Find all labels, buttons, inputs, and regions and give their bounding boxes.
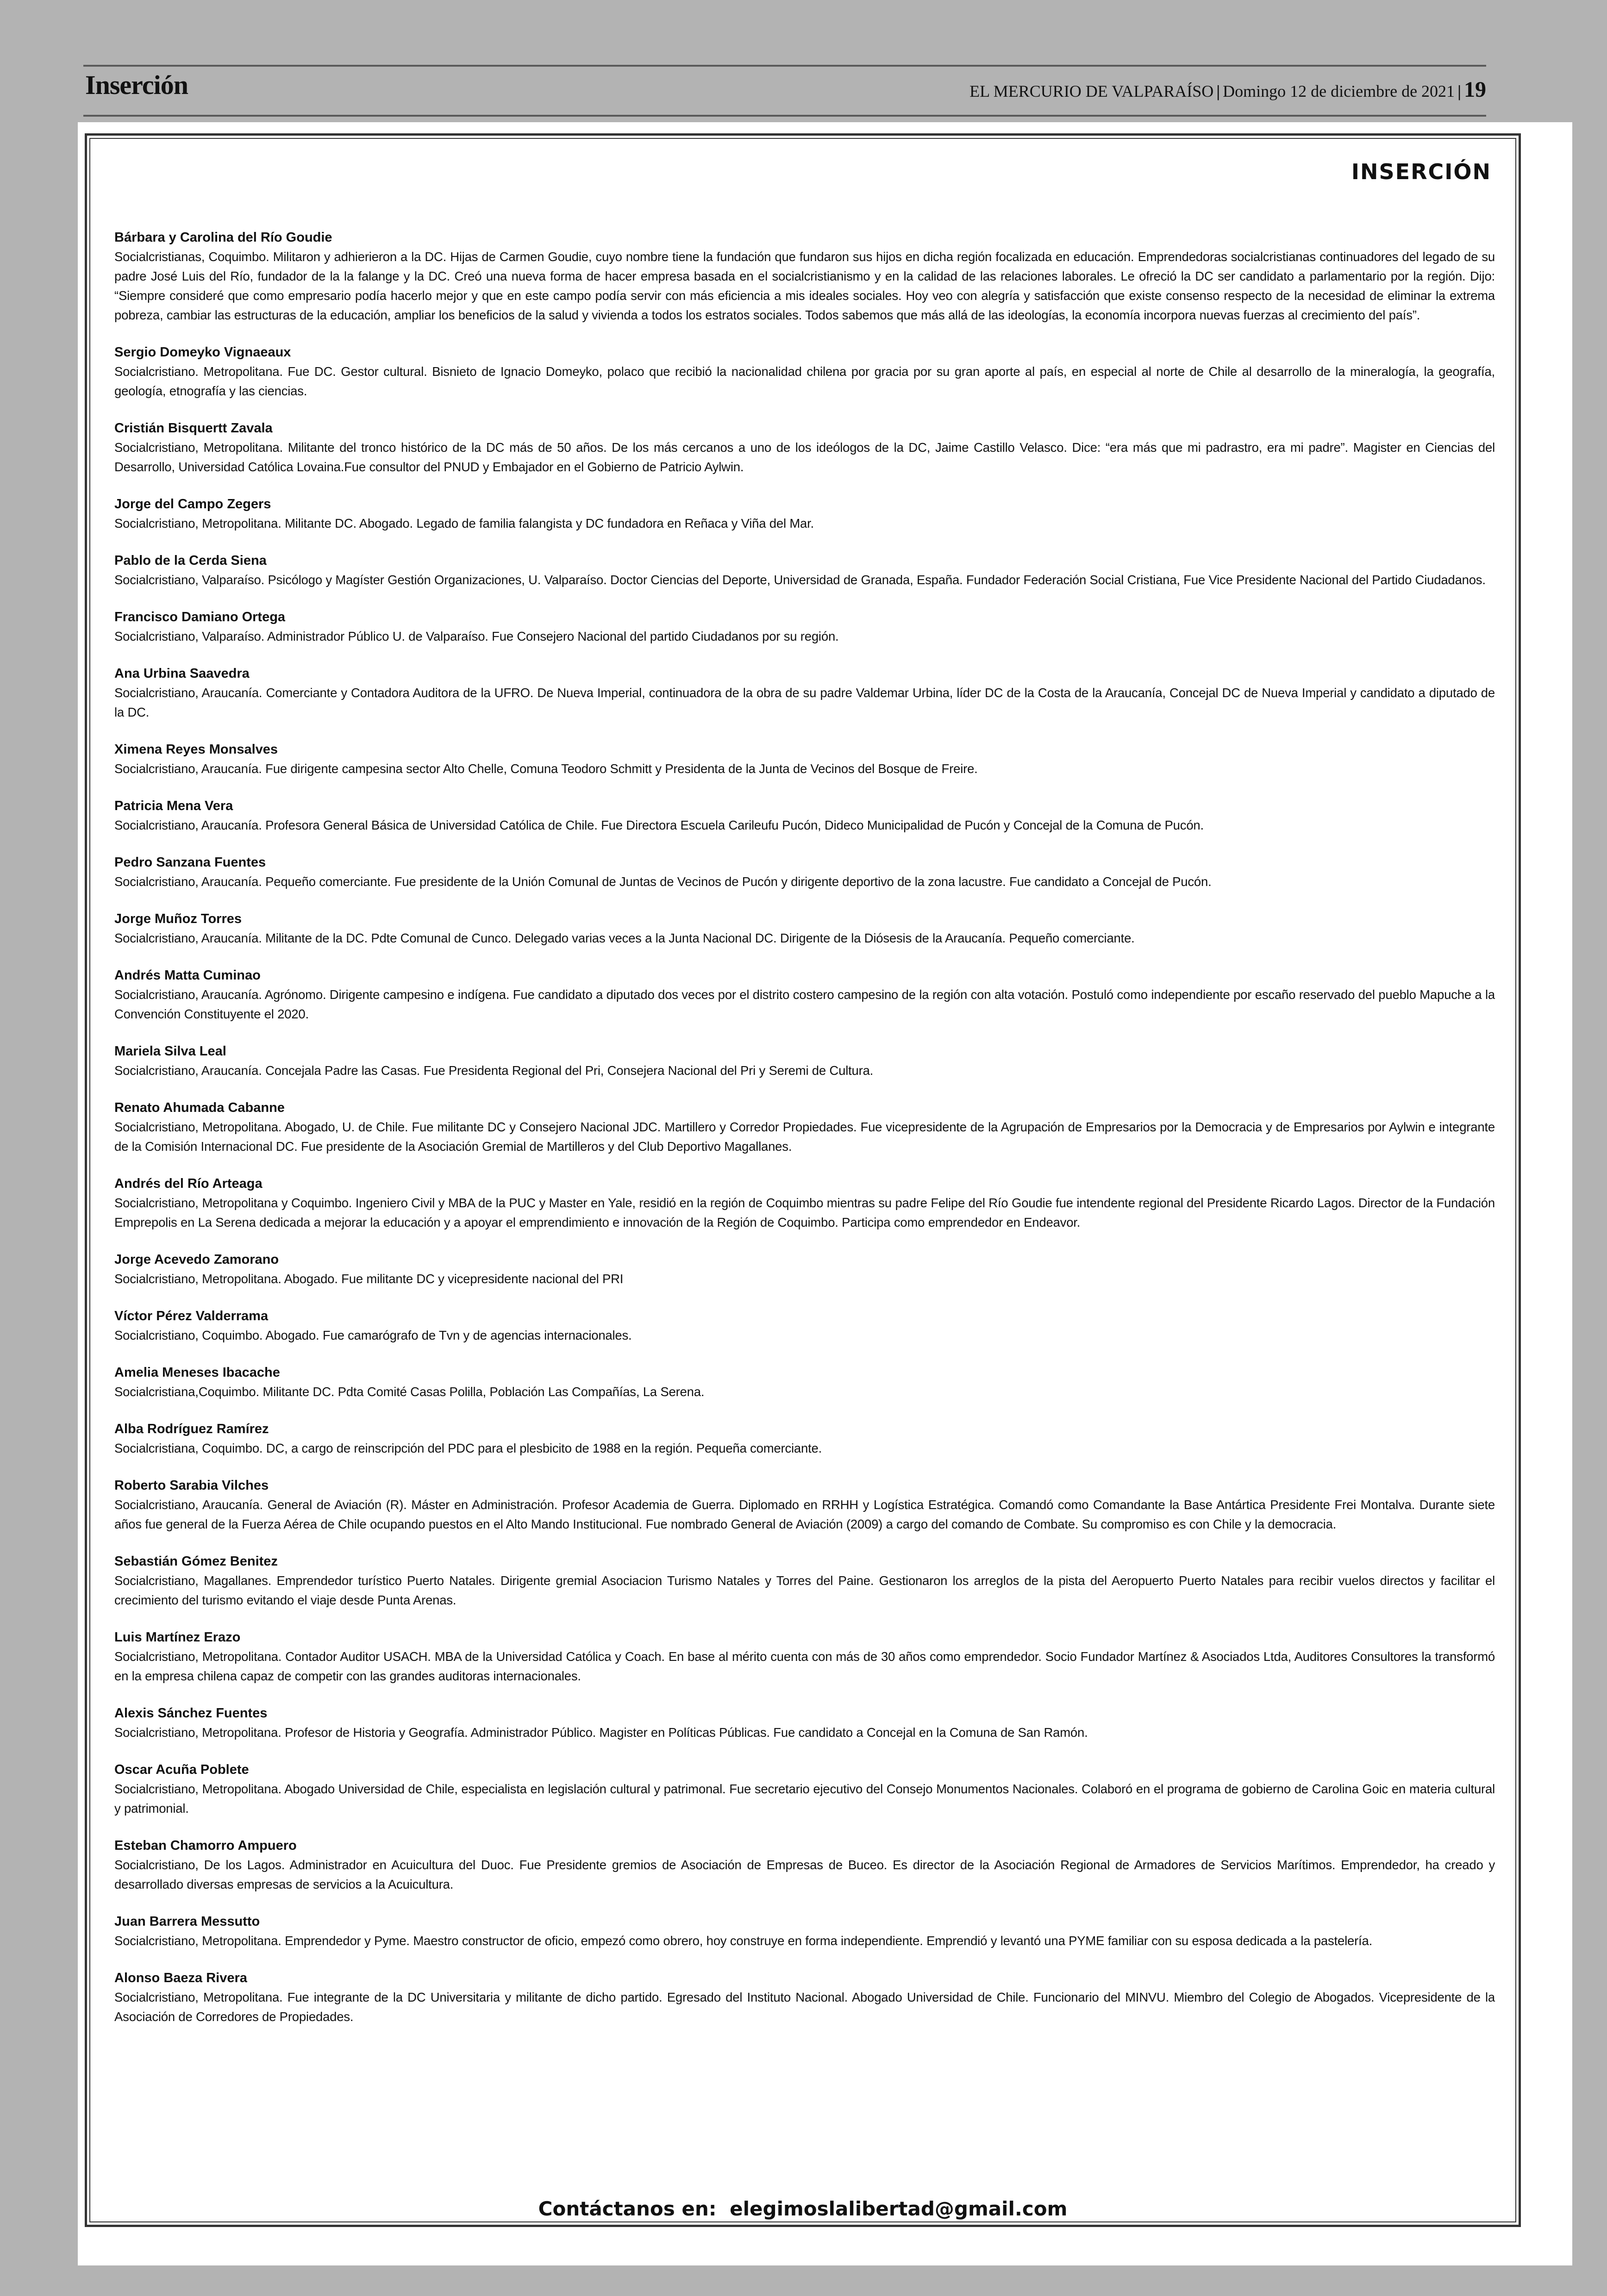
entry-description: Socialcristiano, Magallanes. Emprendedor turístico Puerto Natales. Dirigente gremial Asociacion Turismo Natales y Torres del Paine. Gestionaron los arreglos de la pista del Aeropuerto Puerto Natales para recibir vuelos directos y facilitar el crecimiento del turismo evitando el viaje desde Punta Arenas.	[114, 1573, 1495, 1607]
contact-label: Contáctanos en:	[538, 2197, 717, 2220]
newspaper-name: EL MERCURIO DE VALPARAÍSO	[969, 82, 1214, 100]
entry-name: Francisco Damiano Ortega	[114, 610, 286, 624]
entry-description: Socialcristiano, Araucanía. Pequeño comerciante. Fue presidente de la Unión Comunal de Juntas de Vecinos de Pucón y dirigente deportivo de la zona lacustre. Fue candidato a Concejal de Pucón.	[114, 874, 1212, 889]
entry-description: Socialcristiano, Araucanía. Concejala Padre las Casas. Fue Presidenta Regional del Pri, Consejera Nacional del Pri y Seremi de Cultura.	[114, 1063, 874, 1078]
list-item	[114, 1760, 1495, 1818]
entry-description: Socialcristiano, Metropolitana. Emprendedor y Pyme. Maestro constructor de oficio, empezó como obrero, hoy construye en forma independiente. Emprendió y levantó una PYME familiar con su esposa dedicada a la pastelería.	[114, 1934, 1373, 1948]
insert-frame	[85, 133, 1521, 2227]
entry-name: Juan Barrera Messutto	[114, 1914, 260, 1929]
entry-description: Socialcristiano, Metropolitana. Militante DC. Abogado. Legado de familia falangista y DC fundadora en Reñaca y Viña del Mar.	[114, 516, 814, 530]
entry-description: Socialcristiano, Metropolitana. Abogado, U. de Chile. Fue militante DC y Consejero Nacional JDC. Martillero y Corredor Propiedades. Fue vicepresidente de la Agrupación de Empresarios por la Democracia y de Empresarios por Aylwin e integrante de la Comisión Internacional DC. Fue presidente de la Asociación Gremial de Martilleros y del Club Deportivo Magallanes.	[114, 1120, 1495, 1154]
entry-name: Roberto Sarabia Vilches	[114, 1478, 269, 1493]
contact-email[interactable]: elegimoslalibertad@gmail.com	[730, 2197, 1068, 2220]
entry-description: Socialcristiano, Metropolitana. Militante del tronco histórico de la DC más de 50 años. De los más cercanos a uno de los ideólogos de la DC, Jaime Castillo Velasco. Dice: “era más que mi padrastro, era mi padre”. Magister en Ciencias del Desarrollo, Universidad Católica Lovaina.Fue consultor del PNUD y Embajador en el Gobierno de Patricio Aylwin.	[114, 440, 1495, 474]
page-number: 19	[1464, 77, 1486, 102]
list-item	[114, 1703, 1495, 1742]
list-item	[114, 343, 1495, 401]
separator: |	[1216, 82, 1220, 100]
edition-date: Domingo 12 de diciembre de 2021	[1223, 82, 1455, 100]
entry-description: Socialcristiano, Araucanía. Profesora General Básica de Universidad Católica de Chile. Fue Directora Escuela Carileufu Pucón, Dideco Municipalidad de Pucón y Concejal de la Comuna de Pucón.	[114, 818, 1204, 832]
entry-name: Amelia Meneses Ibacache	[114, 1365, 280, 1380]
entry-description: Socialcristiana,Coquimbo. Militante DC. Pdta Comité Casas Polilla, Población Las Compañías, La Serena.	[114, 1385, 705, 1399]
entry-description: Socialcristiano, Araucanía. Fue dirigente campesina sector Alto Chelle, Comuna Teodoro Schmitt y Presidenta de la Junta de Vecinos del Bosque de Freire.	[114, 761, 978, 776]
entry-description: Socialcristiano, De los Lagos. Administrador en Acuicultura del Duoc. Fue Presidente gremios de Asociación de Empresas de Buceo. Es director de la Asociación Regional de Armadores de Servicios Marítimos. Emprendedor, ha creado y desarrollado diversas empresas de servicios a la Acuicultura.	[114, 1858, 1495, 1891]
list-item	[114, 551, 1495, 590]
list-item	[114, 966, 1495, 1024]
list-item	[114, 1174, 1495, 1232]
list-item	[114, 1363, 1495, 1402]
list-item	[114, 1968, 1495, 2027]
entry-name: Jorge del Campo Zegers	[114, 497, 271, 512]
entry-name: Alba Rodríguez Ramírez	[114, 1422, 269, 1436]
entry-name: Andrés Matta Cuminao	[114, 968, 261, 983]
entry-description: Socialcristiano, Metropolitana. Abogado. Fue militante DC y vicepresidente nacional del PRI	[114, 1272, 624, 1286]
list-item	[114, 228, 1495, 325]
list-item	[114, 1098, 1495, 1156]
entry-name: Mariela Silva Leal	[114, 1044, 226, 1059]
entry-name: Renato Ahumada Cabanne	[114, 1100, 285, 1115]
entry-name: Bárbara y Carolina del Río Goudie	[114, 230, 332, 245]
list-item	[114, 1552, 1495, 1610]
list-item	[114, 1912, 1495, 1951]
entry-name: Patricia Mena Vera	[114, 799, 233, 813]
entry-description: Socialcristiana, Coquimbo. DC, a cargo de reinscripción del PDC para el plesbicito de 1988 en la región. Pequeña comerciante.	[114, 1441, 822, 1455]
entry-name: Oscar Acuña Poblete	[114, 1762, 249, 1777]
newspaper-sheet	[78, 122, 1572, 2265]
entry-name: Víctor Pérez Valderrama	[114, 1309, 269, 1323]
list-item	[114, 1476, 1495, 1534]
list-item	[114, 1306, 1495, 1345]
entry-name: Esteban Chamorro Ampuero	[114, 1838, 297, 1853]
entry-description: Socialcristiano, Araucanía. Agrónomo. Dirigente campesino e indígena. Fue candidato a diputado dos veces por el distrito costero campesino de la región con alta votación. Postuló como independiente por escaño reservado del pueblo Mapuche a la Convención Constituyente el 2020.	[114, 987, 1495, 1021]
entry-description: Socialcristiano, Metropolitana. Contador Auditor USACH. MBA de la Universidad Católica y Coach. En base al mérito cuenta con más de 30 años como emprendedor. Socio Fundador Martínez & Asociados Ltda, Auditores Consultores la transformó en la empresa chilena capaz de competir con las grandes auditoras internacionales.	[114, 1649, 1495, 1683]
page-header	[83, 65, 1486, 117]
separator: |	[1457, 82, 1461, 100]
entry-description: Socialcristiano, Metropolitana. Fue integrante de la DC Universitaria y militante de dicho partido. Egresado del Instituto Nacional. Abogado Universidad de Chile. Funcionario del MINVU. Miembro del Colegio de Abogados. Vicepresidente de la Asociación de Corredores de Propiedades.	[114, 1990, 1495, 2024]
entry-description: Socialcristiano, Coquimbo. Abogado. Fue camarógrafo de Tvn y de agencias internacionales.	[114, 1328, 632, 1342]
entry-name: Andrés del Río Arteaga	[114, 1176, 263, 1191]
list-item	[114, 607, 1495, 646]
entry-description: Socialcristiano, Metropolitana y Coquimbo. Ingeniero Civil y MBA de la PUC y Master en Yale, residió en la región de Coquimbo mientras su padre Felipe del Río Goudie fue intendente regional del Presidente Ricardo Lagos. Director de la Fundación Emprepolis en La Serena dedicada a mejorar la educación y a apoyar el emprendimiento e innovación de la Región de Coquimbo. Participa como emprendedor en Endeavor.	[114, 1196, 1495, 1229]
list-item	[114, 740, 1495, 779]
list-item	[114, 1419, 1495, 1458]
list-item	[114, 853, 1495, 892]
entry-name: Jorge Acevedo Zamorano	[114, 1252, 279, 1267]
entry-description: Socialcristiano, Araucanía. General de Aviación (R). Máster en Administración. Profesor Academia de Guerra. Diplomado en RRHH y Logística Estratégica. Comandó como Comandante la Base Antártica Presidente Frei Montalva. Durante siete años fue general de la Fuerza Aérea de Chile ocupando puestos en el Alto Mando Institucional. Fue nombrado General de Aviación (2009) a cargo del comando de Combate. Su compromiso es con Chile y la democracia.	[114, 1497, 1495, 1531]
list-item	[114, 1042, 1495, 1080]
entry-name: Pablo de la Cerda Siena	[114, 553, 267, 568]
entry-description: Socialcristiano. Metropolitana. Fue DC. Gestor cultural. Bisnieto de Ignacio Domeyko, polaco que recibió la nacionalidad chilena por gracia por su gran aporte al país, en especial al norte de Chile al desarrollo de la mineralogía, la geografía, geología, etnografía y las ciencias.	[114, 364, 1495, 398]
entry-name: Sergio Domeyko Vignaeaux	[114, 345, 291, 360]
entry-description: Socialcristiano, Valparaíso. Administrador Público U. de Valparaíso. Fue Consejero Nacional del partido Ciudadanos por su región.	[114, 629, 839, 643]
entry-description: Socialcristiano, Metropolitana. Abogado Universidad de Chile, especialista en legislación cultural y patrimonal. Fue secretario ejecutivo del Consejo Monumentos Nacionales. Colaboró en el programa de gobierno de Carolina Goic en materia cultural y patrimonial.	[114, 1782, 1495, 1816]
entry-description: Socialcristiano, Araucanía. Militante de la DC. Pdte Comunal de Cunco. Delegado varias veces a la Junta Nacional DC. Dirigente de la Diósesis de la Araucanía. Pequeño comerciante.	[114, 931, 1135, 945]
masthead	[969, 77, 1486, 102]
entry-name: Ana Urbina Saavedra	[114, 666, 250, 681]
list-item	[114, 664, 1495, 722]
list-item	[114, 1250, 1495, 1289]
entry-name: Sebastián Gómez Benitez	[114, 1554, 278, 1569]
entry-name: Luis Martínez Erazo	[114, 1630, 241, 1645]
entry-description: Socialcristiano, Valparaíso. Psicólogo y Magíster Gestión Organizaciones, U. Valparaíso. Doctor Ciencias del Deporte, Universidad de Granada, España. Fundador Federación Social Cristiana, Fue Vice Presidente Nacional del Partido Ciudadanos.	[114, 573, 1486, 587]
contact-line	[90, 2197, 1515, 2220]
entry-name: Jorge Muñoz Torres	[114, 911, 242, 926]
insert-title: INSERCIÓN	[1351, 159, 1491, 184]
entries-list	[114, 228, 1495, 2044]
section-name: Inserción	[85, 70, 188, 100]
entry-name: Alonso Baeza Rivera	[114, 1971, 247, 1985]
entry-description: Socialcristiano, Araucanía. Comerciante y Contadora Auditora de la UFRO. De Nueva Imperial, continuadora de la obra de su padre Valdemar Urbina, líder DC de la Costa de la Araucanía, Concejal DC de Nueva Imperial y candidato a diputado de la DC.	[114, 686, 1495, 719]
list-item	[114, 796, 1495, 835]
entry-description: Socialcristianas, Coquimbo. Militaron y adhierieron a la DC. Hijas de Carmen Goudie, cuyo nombre tiene la fundación que fundaron sus hijos en dicha región focalizada en educación. Emprendedoras socialcristianas continuadores del legado de su padre José Luis del Río, fundador de la la falange y la DC. Creó una nueva forma de hacer empresa basada en el socialcristianismo y en la calidad de las relaciones laborales. Le ofreció la DC ser candidato a parlamentario por la región. Dijo: “Siempre consideré que como empresario podía hacerlo mejor y que en este campo podía servir con más eficiencia a mis ideales sociales. Hoy veo con alegría y satisfacción que existe consenso respecto de la necesidad de eliminar la extrema pobreza, cambiar las estructuras de la educación, ampliar los beneficios de la salud y vivienda a todos los estratos sociales. Todos sabemos que más allá de las ideologías, la economía incorpora nuevas fuerzas al crecimiento del país”.	[114, 250, 1495, 322]
insert-frame-inner	[89, 138, 1516, 2222]
entry-name: Ximena Reyes Monsalves	[114, 742, 278, 757]
entry-name: Alexis Sánchez Fuentes	[114, 1706, 268, 1721]
entry-name: Pedro Sanzana Fuentes	[114, 855, 266, 870]
entry-description: Socialcristiano, Metropolitana. Profesor de Historia y Geografía. Administrador Público. Magister en Políticas Públicas. Fue candidato a Concejal en la Comuna de San Ramón.	[114, 1725, 1088, 1740]
list-item	[114, 1836, 1495, 1894]
list-item	[114, 1628, 1495, 1686]
list-item	[114, 418, 1495, 477]
entry-name: Cristián Bisquertt Zavala	[114, 421, 273, 436]
list-item	[114, 494, 1495, 533]
list-item	[114, 909, 1495, 948]
